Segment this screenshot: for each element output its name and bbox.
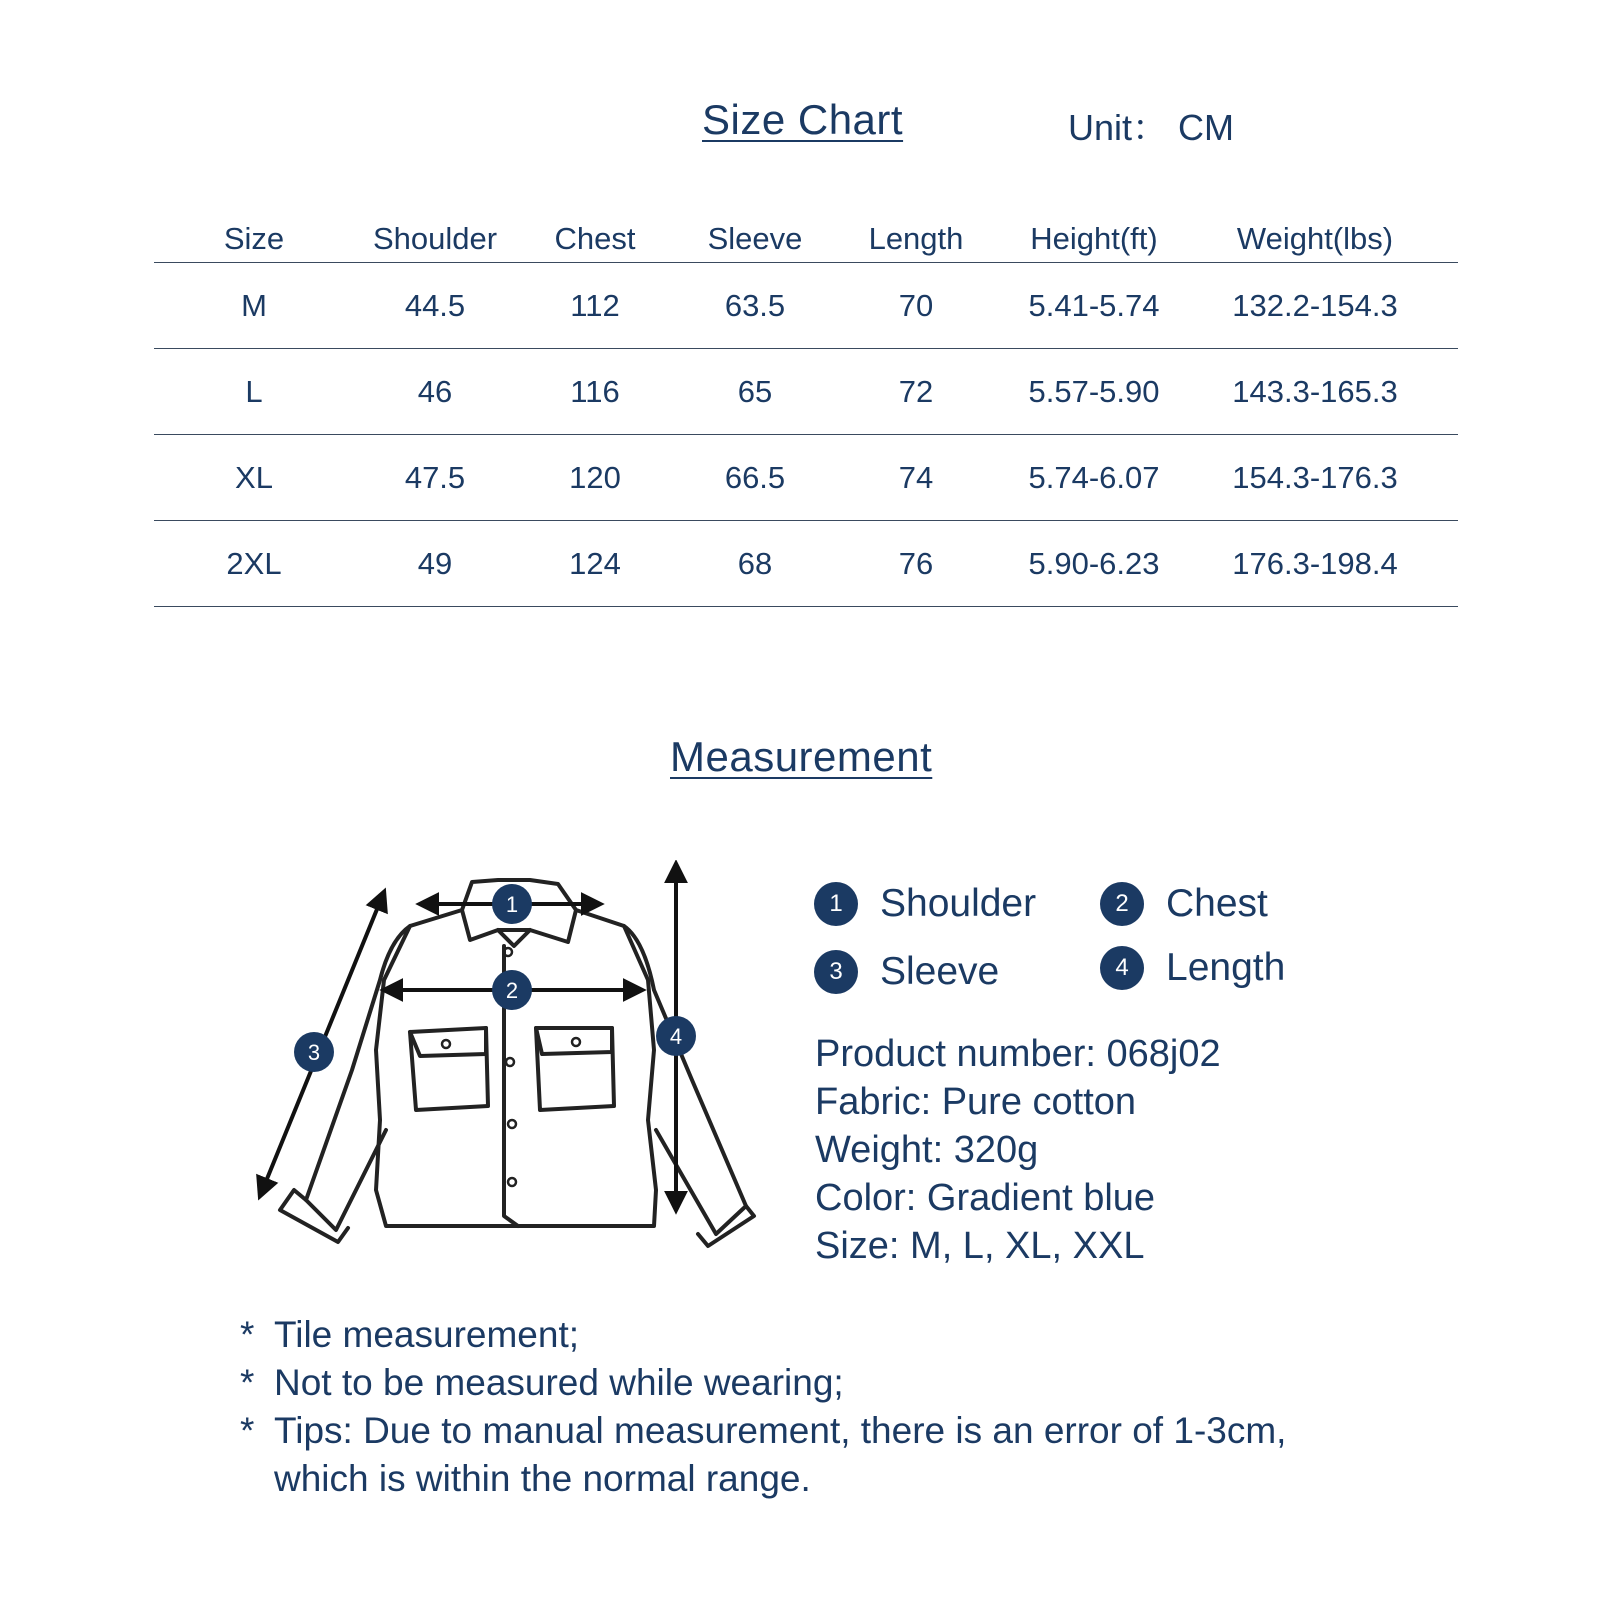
- header-size: Size: [223, 221, 285, 256]
- table-cell: 68: [737, 545, 773, 581]
- table-cell: 5.74-6.07: [1028, 459, 1160, 495]
- table-cell: 132.2-154.3: [1232, 287, 1398, 323]
- size-table: [154, 212, 1458, 607]
- table-cell: 154.3-176.3: [1232, 459, 1398, 495]
- legend-shoulder: [814, 882, 1036, 926]
- spec-color: Color: Gradient blue: [815, 1177, 1156, 1219]
- header-height: Height(ft): [1030, 221, 1158, 256]
- spec-fabric: Fabric: Pure cotton: [815, 1081, 1137, 1123]
- table-cell: 70: [898, 287, 934, 323]
- jacket-diagram-icon: [240, 860, 780, 1280]
- note-text: Tile measurement;: [274, 1314, 580, 1355]
- table-row: [154, 349, 1458, 435]
- table-cell: 116: [570, 373, 620, 409]
- legend-label: Chest: [1166, 882, 1268, 925]
- table-cell: 143.3-165.3: [1232, 373, 1398, 409]
- table-row: [154, 435, 1458, 521]
- unit-label: Unit： CM: [1068, 107, 1235, 148]
- legend-label: Shoulder: [880, 882, 1037, 925]
- notes: [240, 1311, 1286, 1503]
- svg-text:2: 2: [505, 978, 519, 1003]
- header-weight: Weight(lbs): [1236, 221, 1394, 256]
- table-cell: 63.5: [724, 287, 786, 323]
- svg-text:3: 3: [307, 1040, 321, 1065]
- table-cell: L: [245, 373, 263, 409]
- header-length: Length: [868, 221, 964, 256]
- table-cell: 5.90-6.23: [1028, 545, 1160, 581]
- size-chart-title: Size Chart: [702, 96, 904, 143]
- table-cell: 5.41-5.74: [1028, 287, 1160, 323]
- svg-text:1: 1: [505, 892, 519, 917]
- legend-length: [1100, 946, 1285, 990]
- table-cell: 120: [569, 459, 621, 495]
- legend-sleeve: [814, 950, 999, 994]
- badge-4: 4: [1100, 946, 1144, 990]
- table-cell: XL: [235, 459, 273, 495]
- spec-size: Size: M, L, XL, XXL: [815, 1225, 1145, 1267]
- header-chest: Chest: [554, 221, 636, 256]
- table-cell: 65: [737, 373, 773, 409]
- table-cell: 5.57-5.90: [1028, 373, 1160, 409]
- table-cell: 72: [898, 373, 934, 409]
- badge-1: 1: [814, 882, 858, 926]
- note-item: * Tips: Due to manual measurement, there is an error of 1-3cm,: [240, 1410, 1287, 1451]
- badge-2: 2: [1100, 882, 1144, 926]
- note-item: * Not to be measured while wearing;: [240, 1362, 844, 1403]
- note-text: Not to be measured while wearing;: [274, 1362, 844, 1403]
- spec-weight: Weight: 320g: [815, 1129, 1039, 1171]
- legend-label: Sleeve: [880, 950, 1000, 993]
- table-cell: 124: [569, 545, 621, 581]
- note-continuation: which is within the normal range.: [274, 1458, 811, 1499]
- table-row: [154, 263, 1458, 349]
- table-cell: 176.3-198.4: [1232, 545, 1398, 581]
- spec-product-number: Product number: 068j02: [815, 1033, 1221, 1075]
- header-shoulder: Shoulder: [372, 221, 498, 256]
- table-cell: 2XL: [226, 545, 282, 581]
- table-cell: 44.5: [404, 287, 466, 323]
- svg-text:4: 4: [669, 1024, 683, 1049]
- table-header-row: [154, 212, 1458, 263]
- table-cell: 74: [898, 459, 934, 495]
- header-sleeve: Sleeve: [707, 221, 803, 256]
- table-cell: 112: [570, 287, 620, 323]
- table-cell: M: [241, 287, 267, 323]
- table-cell: 46: [417, 373, 453, 409]
- product-specs: [815, 1030, 1221, 1270]
- note-item: * Tile measurement;: [240, 1314, 580, 1355]
- table-cell: 49: [417, 545, 453, 581]
- note-text: Tips: Due to manual measurement, there is an error of 1-3cm,: [274, 1410, 1287, 1451]
- badge-3: 3: [814, 950, 858, 994]
- measurement-title: Measurement: [670, 733, 933, 780]
- legend-label: Length: [1166, 946, 1286, 989]
- table-row: [154, 521, 1458, 607]
- table-cell: 47.5: [404, 459, 466, 495]
- table-cell: 66.5: [724, 459, 786, 495]
- legend-chest: [1100, 882, 1268, 926]
- table-cell: 76: [898, 545, 934, 581]
